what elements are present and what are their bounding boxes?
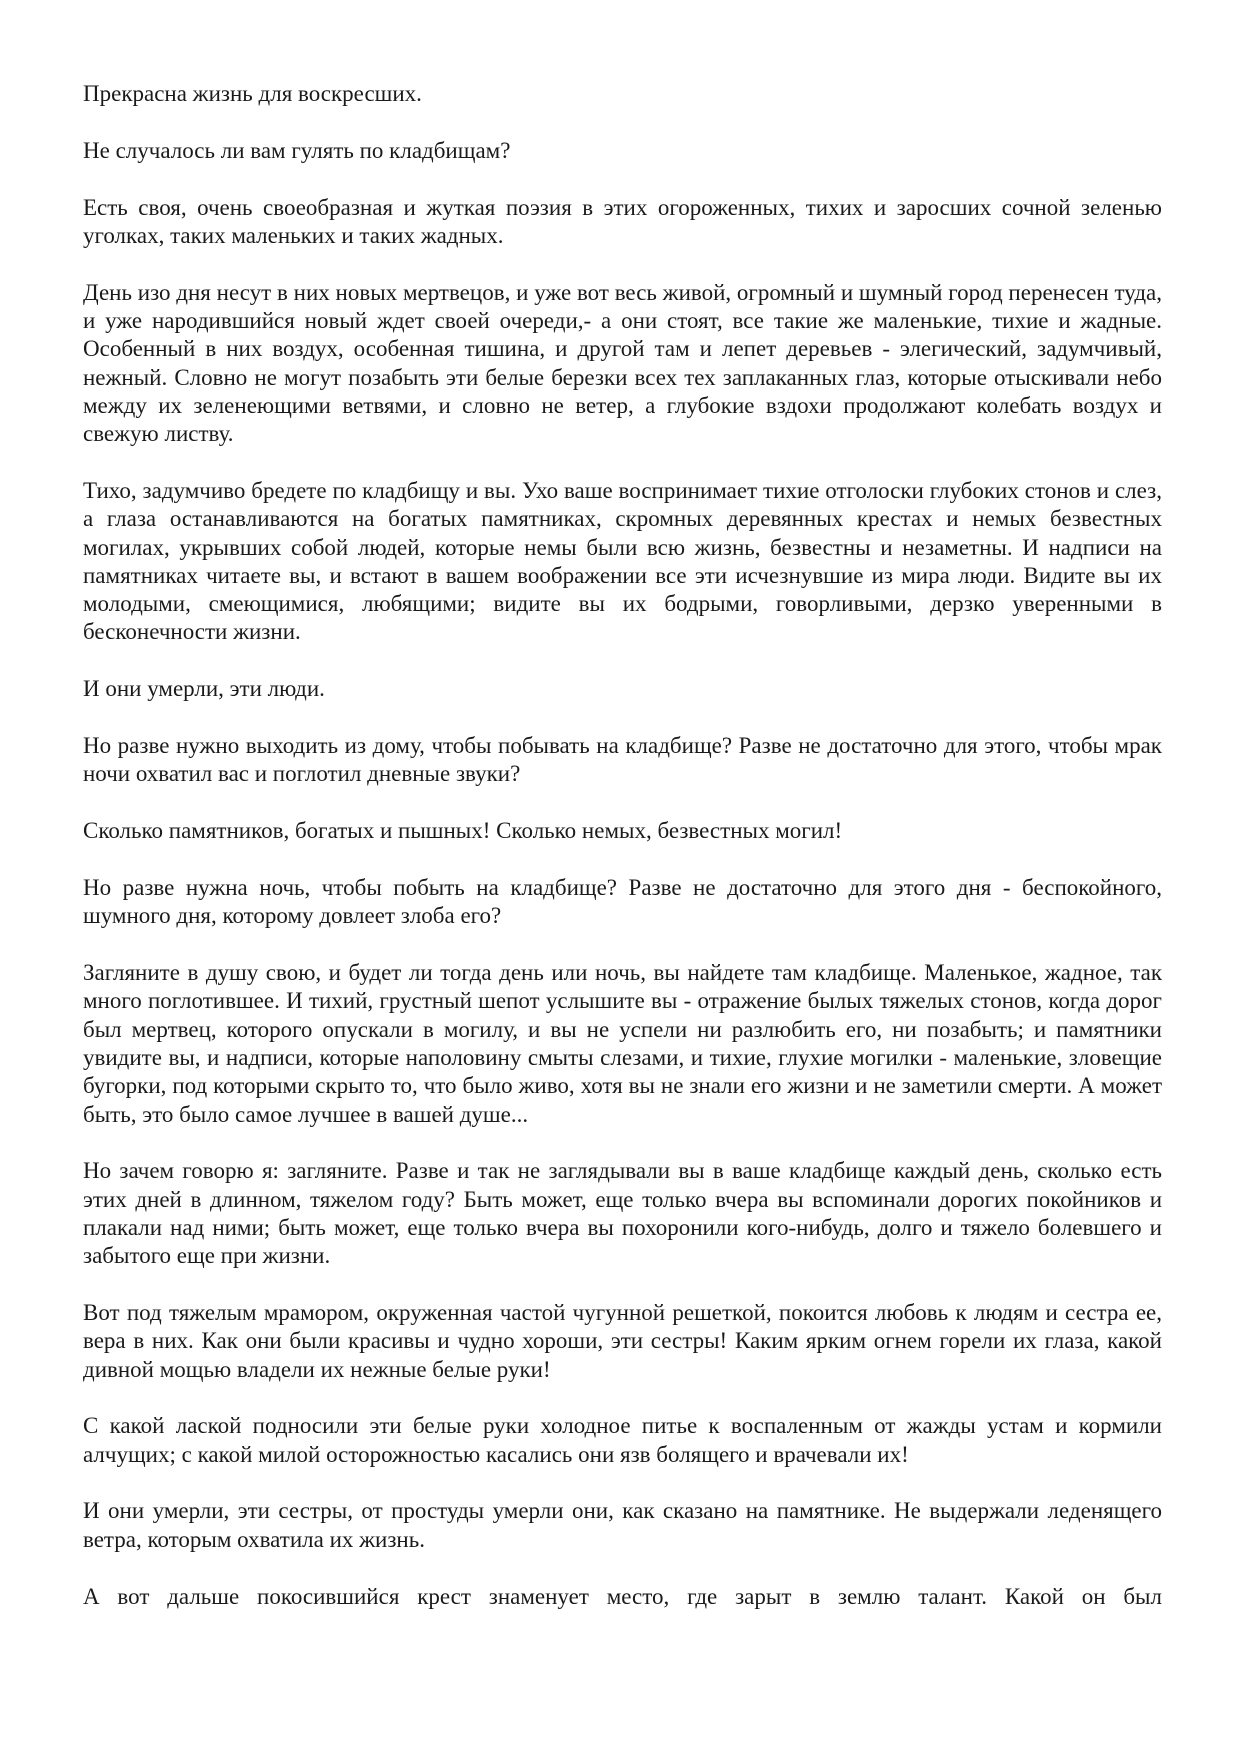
paragraph-14: И они умерли, эти сестры, от простуды умерли они, как сказано на памятнике. Не выдержали леденящего ветра, которым охватила их жизнь. — [83, 1498, 1162, 1552]
paragraph-4: День изо дня несут в них новых мертвецов, и уже вот весь живой, огромный и шумный город перенесен туда, и уже народившийся новый ждет своей очереди,- а они стоят, все такие же маленькие, тихие и жадные. Особенный в них воздух, особенная тишина, и другой там и лепет деревьев - элегический, задумчивый, нежный. Словно не могут позабыть эти белые березки всех тех заплаканных глаз, которые отыскивали небо между их зеленеющими ветвями, и словно не ветер, а глубокие вздохи продолжают колебать воздух и свежую листву. — [83, 279, 1162, 447]
paragraph-13: С какой лаской подносили эти белые руки холодное питье к воспаленным от жажды устам и кормили алчущих; с какой милой осторожностью касались они язв болящего и врачевали их! — [83, 1413, 1162, 1467]
paragraph-8: Сколько памятников, богатых и пышных! Сколько немых, безвестных могил! — [83, 818, 843, 844]
paragraph-6: И они умерли, эти люди. — [83, 676, 325, 702]
paragraph-1: Прекрасна жизнь для воскресших. — [83, 81, 422, 106]
paragraph-3: Есть своя, очень своеобразная и жуткая поэзия в этих огороженных, тихих и заросших сочной зеленью уголках, таких маленьких и таких жадных. — [83, 194, 1162, 248]
paragraph-5: Тихо, задумчиво бредете по кладбищу и вы. Ухо ваше воспринимает тихие отголоски глубоких стонов и слез, а глаза останавливаются на богатых памятниках, скромных деревянных крестах и немых безвестных могилах, укрывших собой людей, которые немы были всю жизнь, безвестны и незаметны. И надписи на памятниках читаете вы, и встают в вашем воображении все эти исчезнувшие из мира люди. Видите вы их молодыми, смеющимися, любящими; видите вы их бодрыми, говорливыми, дерзко уверенными в бесконечности жизни. — [83, 477, 1162, 645]
paragraph-9: Но разве нужна ночь, чтобы побыть на кладбище? Разве не достаточно для этого дня - беспокойного, шумного дня, которому довлеет злоба его? — [83, 874, 1162, 929]
paragraph-15: А вот дальше покосившийся крест знаменует место, где зарыт в землю талант. Какой он был — [83, 1583, 1162, 1609]
paragraph-10: Загляните в душу свою, и будет ли тогда день или ночь, вы найдете там кладбище. Маленькое, жадное, так много поглотившее. И тихий, грустный шепот услышите вы - отражение былых тяжелых стонов, когда дорог был мертвец, которого опускали в могилу, и вы не успели ни разлюбить его, ни позабыть; и памятники увидите вы, и надписи, которые наполовину смыты слезами, и тихие, глухие могилки - маленькие, зловещие бугорки, под которыми скрыто то, что было живо, хотя вы не знали его жизни и не заметили смерти. А может быть, это было самое лучшее в вашей душе... — [83, 960, 1162, 1127]
paragraph-7: Но разве нужно выходить из дому, чтобы побывать на кладбище? Разве не достаточно для этого, чтобы мрак ночи охватил вас и поглотил дневные звуки? — [83, 733, 1162, 787]
paragraph-2: Не случалось ли вам гулять по кладбищам? — [83, 137, 511, 163]
document-body — [83, 80, 1162, 1611]
paragraph-11: Но зачем говорю я: загляните. Разве и так не заглядывали вы в ваше кладбище каждый день, сколько есть этих дней в длинном, тяжелом году? Быть может, еще только вчера вы вспоминали дорогих покойников и плакали над ними; быть может, еще только вчера вы похоронили кого-нибудь, долго и тяжело болевшего и забытого еще при жизни. — [83, 1158, 1162, 1269]
paragraph-12: Вот под тяжелым мрамором, окруженная частой чугунной решеткой, покоится любовь к людям и сестра ее, вера в них. Как они были красивы и чудно хороши, эти сестры! Каким ярким огнем горели их глаза, какой дивной мощью владели их нежные белые руки! — [83, 1300, 1162, 1382]
